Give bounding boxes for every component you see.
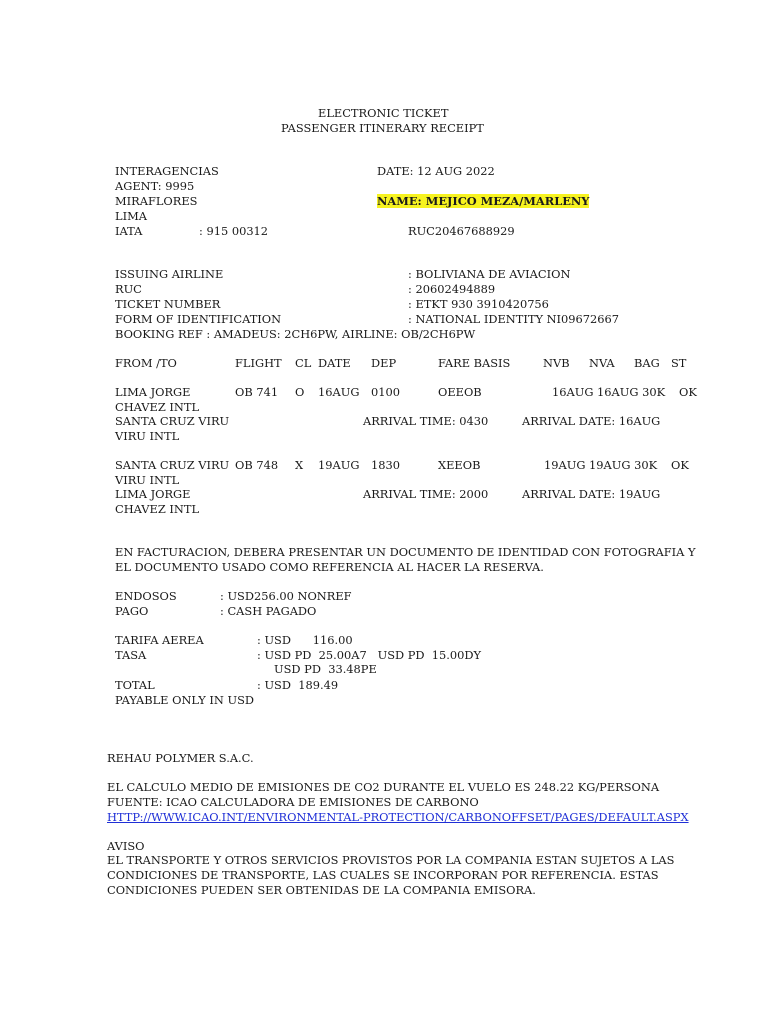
segment-to-cont: CHAVEZ INTL <box>115 502 200 516</box>
col-flight: FLIGHT <box>235 356 282 370</box>
segment-date: 16AUG <box>318 385 360 399</box>
checkin-notice-line: EN FACTURACION, DEBERA PRESENTAR UN DOCUMENTO DE IDENTIDAD CON FOTOGRAFIA Y <box>115 545 696 559</box>
issuing-airline-label: ISSUING AIRLINE <box>115 267 224 281</box>
tasa-value: : USD PD 25.00A7 USD PD 15.00DY <box>257 648 482 662</box>
ticket-number-value: : ETKT 930 3910420756 <box>408 297 549 311</box>
col-st: ST <box>671 356 687 370</box>
doc-title: ELECTRONIC TICKET <box>318 106 449 120</box>
endosos-label: ENDOSOS <box>115 589 177 603</box>
col-from-to: FROM /TO <box>115 356 177 370</box>
aviso-line: EL TRANSPORTE Y OTROS SERVICIOS PROVISTOS POR LA COMPANIA ESTAN SUJETOS A LAS <box>107 853 675 867</box>
form-of-id-value: : NATIONAL IDENTITY NI09672667 <box>408 312 620 326</box>
booking-ref: BOOKING REF : AMADEUS: 2CH6PW, AIRLINE: OB/2CH6PW <box>115 327 476 341</box>
segment-nvb-nva-bag: 16AUG 16AUG 30K <box>552 385 666 399</box>
total-value: : USD 189.49 <box>257 678 339 692</box>
segment-arrival-date: ARRIVAL DATE: 19AUG <box>522 487 661 501</box>
col-fare-basis: FARE BASIS <box>438 356 511 370</box>
doc-subtitle: PASSENGER ITINERARY RECEIPT <box>281 121 484 135</box>
segment-date: 19AUG <box>318 458 360 472</box>
co2-line: EL CALCULO MEDIO DE EMISIONES DE CO2 DURANTE EL VUELO ES 248.22 KG/PERSONA <box>107 780 660 794</box>
col-nva: NVA <box>589 356 615 370</box>
agency-city: LIMA <box>115 209 147 223</box>
aviso-line: CONDICIONES DE TRANSPORTE, LAS CUALES SE INCORPORAN POR REFERENCIA. ESTAS <box>107 868 659 882</box>
issue-date: DATE: 12 AUG 2022 <box>377 164 495 178</box>
segment-nvb-nva-bag: 19AUG 19AUG 30K <box>544 458 658 472</box>
col-date: DATE <box>318 356 351 370</box>
segment-from: LIMA JORGE <box>115 385 191 399</box>
col-cl: CL <box>295 356 312 370</box>
segment-class: X <box>295 458 304 472</box>
segment-flight: OB 748 <box>235 458 279 472</box>
segment-to: SANTA CRUZ VIRU <box>115 414 230 428</box>
pago-value: : CASH PAGADO <box>220 604 317 618</box>
agent-number: AGENT: 9995 <box>115 179 195 193</box>
segment-class: O <box>295 385 305 399</box>
agency-name: INTERAGENCIAS <box>115 164 219 178</box>
co2-source: FUENTE: ICAO CALCULADORA DE EMISIONES DE CARBONO <box>107 795 479 809</box>
total-label: TOTAL <box>115 678 155 692</box>
checkin-notice-line: EL DOCUMENTO USADO COMO REFERENCIA AL HACER LA RESERVA. <box>115 560 544 574</box>
company-name: REHAU POLYMER S.A.C. <box>107 751 254 765</box>
passenger-name: NAME: MEJICO MEZA/MARLENY <box>377 194 590 208</box>
agency-district: MIRAFLORES <box>115 194 198 208</box>
segment-arrival-date: ARRIVAL DATE: 16AUG <box>522 414 661 428</box>
segment-dep: 1830 <box>371 458 400 472</box>
ruc-label: RUC <box>115 282 142 296</box>
segment-from-cont: VIRU INTL <box>115 473 180 487</box>
segment-flight: OB 741 <box>235 385 279 399</box>
payable-note: PAYABLE ONLY IN USD <box>115 693 255 707</box>
ruc-value: : 20602494889 <box>408 282 496 296</box>
aviso-line: CONDICIONES PUEDEN SER OBTENIDAS DE LA COMPANIA EMISORA. <box>107 883 536 897</box>
col-nvb: NVB <box>543 356 570 370</box>
tasa-label: TASA <box>115 648 147 662</box>
segment-status: OK <box>679 385 697 399</box>
segment-status: OK <box>671 458 689 472</box>
segment-fare-basis: XEEOB <box>438 458 481 472</box>
segment-dep: 0100 <box>371 385 400 399</box>
segment-from: SANTA CRUZ VIRU <box>115 458 230 472</box>
tarifa-value: : USD 116.00 <box>257 633 353 647</box>
tasa-value-extra: USD PD 33.48PE <box>274 662 377 676</box>
endosos-value: : USD256.00 NONREF <box>220 589 352 603</box>
aviso-title: AVISO <box>107 839 145 853</box>
segment-from-cont: CHAVEZ INTL <box>115 400 200 414</box>
form-of-id-label: FORM OF IDENTIFICATION <box>115 312 282 326</box>
segment-to-cont: VIRU INTL <box>115 429 180 443</box>
segment-fare-basis: OEEOB <box>438 385 482 399</box>
issuing-airline-value: : BOLIVIANA DE AVIACION <box>408 267 571 281</box>
pago-label: PAGO <box>115 604 149 618</box>
ticket-number-label: TICKET NUMBER <box>115 297 221 311</box>
segment-arrival-time: ARRIVAL TIME: 2000 <box>363 487 489 501</box>
icao-link[interactable]: HTTP://WWW.ICAO.INT/ENVIRONMENTAL-PROTECTION/CARBONOFFSET/PAGES/DEFAULT.ASPX <box>107 810 689 824</box>
iata-value: : 915 00312 <box>199 224 269 238</box>
col-dep: DEP <box>371 356 397 370</box>
iata-label: IATA <box>115 224 143 238</box>
col-bag: BAG <box>634 356 660 370</box>
segment-to: LIMA JORGE <box>115 487 191 501</box>
agency-ruc: RUC20467688929 <box>408 224 515 238</box>
segment-arrival-time: ARRIVAL TIME: 0430 <box>363 414 489 428</box>
tarifa-label: TARIFA AEREA <box>115 633 204 647</box>
